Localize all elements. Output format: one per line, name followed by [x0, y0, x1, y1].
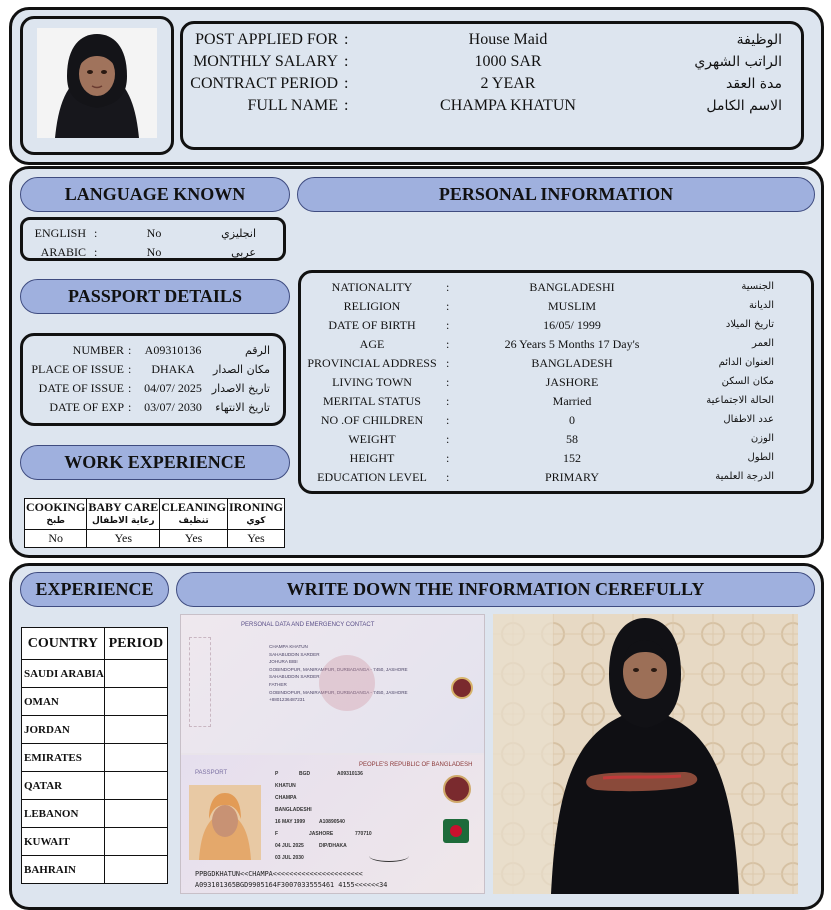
- work-column-header: [25, 499, 87, 530]
- profile-photo: [37, 28, 157, 138]
- header-row-value: CHAMPA KHATUN: [440, 97, 576, 114]
- country-period-cell[interactable]: [104, 716, 167, 744]
- header-row: [186, 51, 798, 73]
- header-row-label: MONTHLY SALARY: [193, 53, 338, 70]
- experience-title: EXPERIENCE: [20, 572, 169, 607]
- personal-row-arabic: الوزن: [750, 433, 774, 444]
- language-row-label: ARABIC: [40, 245, 86, 259]
- passport-row-value: 04/07/ 2025: [144, 381, 202, 395]
- personal-row: [302, 413, 810, 432]
- passport-scan-line: CHAMPA KHATUN: [269, 644, 308, 649]
- work-column-en: COOKING: [26, 500, 86, 514]
- passport-word: PASSPORT: [195, 770, 228, 776]
- passport-mrz-line-1: PPBGDKHATUN<<CHAMPA<<<<<<<<<<<<<<<<<<<<<<: [195, 870, 363, 878]
- personal-row-arabic: تاريخ الميلاد: [725, 319, 774, 330]
- personal-row-colon: :: [446, 337, 450, 351]
- header-row-value: House Maid: [468, 31, 548, 48]
- country-period-cell[interactable]: [104, 660, 167, 688]
- passport-hologram-icon: [443, 775, 471, 803]
- country-row: [22, 716, 168, 744]
- passport-row-colon: :: [128, 343, 132, 357]
- work-column-value: Yes: [227, 530, 284, 548]
- personal-row: [302, 356, 810, 375]
- country-row: [22, 688, 168, 716]
- header-row: [186, 95, 798, 117]
- country-table: [21, 627, 168, 884]
- header-row-arabic: الوظيفة: [736, 32, 782, 48]
- personal-row-label: HEIGHT: [349, 451, 395, 465]
- passport-row: [24, 343, 282, 362]
- passport-scan-line: +8801236487231: [269, 697, 305, 703]
- personal-row-arabic: العنوان الدائم: [718, 357, 774, 368]
- passport-row-arabic: الرقم: [244, 344, 270, 357]
- country-row: [22, 800, 168, 828]
- personal-row-label: NATIONALITY: [331, 280, 413, 294]
- country-name: BAHRAIN: [22, 856, 105, 884]
- full-body-photo: [493, 614, 798, 894]
- personal-row: [302, 280, 810, 299]
- personal-row-label: DATE OF BIRTH: [328, 318, 416, 332]
- work-column-en: BABY CARE: [88, 500, 159, 514]
- passport-bio-field: DIP/DHAKA: [319, 843, 347, 849]
- language-row-arabic: انجليزي: [221, 227, 256, 240]
- passport-scan-line: FATHER: [269, 681, 287, 687]
- header-row-label: POST APPLIED FOR: [195, 31, 338, 48]
- personal-row-colon: :: [446, 394, 450, 408]
- personal-row-value: PRIMARY: [544, 470, 600, 484]
- personal-row-arabic: مكان السكن: [721, 376, 774, 387]
- work-column-header: [160, 499, 228, 530]
- personal-row-label: PROVINCIAL ADDRESS: [307, 356, 437, 370]
- personal-row-label: RELIGION: [343, 299, 401, 313]
- personal-row-value: Married: [552, 394, 592, 408]
- passport-row-arabic: مكان الصدار: [213, 363, 270, 376]
- work-column-value: No: [25, 530, 87, 548]
- language-row-colon: :: [94, 226, 98, 240]
- personal-row: [302, 432, 810, 451]
- personal-row-value: 152: [563, 451, 581, 465]
- passport-scan-line: JOHURA BIBI: [269, 659, 298, 665]
- passport-scan-line: GOBINDOPUR, MANIRAMPUR, DURBADANGA - 7450, JASHORE: [269, 689, 408, 695]
- passport-row-value: DHAKA: [151, 362, 195, 376]
- passport-bio-field: BANGLADESHI: [275, 807, 312, 813]
- passport-row-arabic: تاريخ الاصدار: [211, 382, 270, 395]
- country-period-cell[interactable]: [104, 828, 167, 856]
- personal-row-arabic: الدرجة العلمية: [715, 471, 774, 482]
- country-period-cell[interactable]: [104, 800, 167, 828]
- work-column-value: Yes: [160, 530, 228, 548]
- header-row-colon: :: [344, 31, 349, 48]
- passport-data-page: [181, 615, 485, 753]
- personal-row-colon: :: [446, 299, 450, 313]
- header-row-colon: :: [344, 53, 349, 70]
- language-row: [24, 245, 282, 264]
- language-row-value: No: [146, 245, 162, 259]
- header-row-colon: :: [344, 75, 349, 92]
- personal-row: [302, 337, 810, 356]
- personal-row-value: 26 Years 5 Months 17 Day's: [504, 337, 640, 351]
- country-name: OMAN: [22, 688, 105, 716]
- country-row: [22, 828, 168, 856]
- passport-bio-field: P: [275, 771, 279, 777]
- work-column-header: [87, 499, 160, 530]
- passport-bio-field: BGD: [299, 771, 311, 777]
- personal-row-value: BANGLADESHI: [529, 280, 615, 294]
- passport-bio-field: JASHORE: [309, 831, 334, 837]
- country-name: JORDAN: [22, 716, 105, 744]
- passport-data-header: PERSONAL DATA AND EMERGENCY CONTACT: [241, 622, 375, 628]
- write-down-title: WRITE DOWN THE INFORMATION CEREFULLY: [176, 572, 815, 607]
- passport-row-label: NUMBER: [72, 343, 124, 357]
- passport-scan-image: [180, 614, 485, 894]
- work-column-en: CLEANING: [161, 500, 226, 514]
- country-period-cell[interactable]: [104, 688, 167, 716]
- personal-row-colon: :: [446, 356, 450, 370]
- country-period-cell[interactable]: [104, 772, 167, 800]
- personal-row: [302, 318, 810, 337]
- passport-side-text: [189, 637, 211, 727]
- personal-information-title: PERSONAL INFORMATION: [297, 177, 815, 212]
- work-column-en: IRONING: [228, 500, 283, 514]
- country-name: KUWAIT: [22, 828, 105, 856]
- personal-row-arabic: الطول: [747, 452, 774, 463]
- passport-row-colon: :: [128, 381, 132, 395]
- header-row-value: 2 YEAR: [480, 75, 536, 92]
- passport-row-value: 03/07/ 2030: [144, 400, 202, 414]
- personal-row-arabic: الديانة: [748, 300, 774, 311]
- work-column-value: Yes: [87, 530, 160, 548]
- passport-country-line: PEOPLE'S REPUBLIC OF BANGLADESH: [359, 762, 473, 768]
- passport-bio-photo: [189, 785, 261, 860]
- work-column-header: [227, 499, 284, 530]
- language-row-colon: :: [94, 245, 98, 259]
- work-column-ar: تنظيف: [178, 516, 209, 526]
- country-header: COUNTRY: [22, 628, 105, 660]
- work-column-ar: رعاية الاطفال: [91, 516, 155, 526]
- personal-row-colon: :: [446, 451, 450, 465]
- personal-row-arabic: الجنسية: [741, 281, 774, 292]
- personal-row-label: LIVING TOWN: [332, 375, 412, 389]
- passport-row-value: A09310136: [144, 343, 202, 357]
- work-column-ar: كوي: [246, 516, 266, 526]
- country-row: [22, 744, 168, 772]
- passport-bio-field: 04 JUL 2025: [275, 843, 304, 849]
- passport-flag-icon: [443, 819, 469, 843]
- country-name: EMIRATES: [22, 744, 105, 772]
- language-known-title: LANGUAGE KNOWN: [20, 177, 290, 212]
- passport-scan-line: GOBINDOPUR, MANIRAMPUR, DURBADANGA - 7450, JASHORE: [269, 666, 408, 672]
- personal-row: [302, 375, 810, 394]
- personal-row-label: MERITAL STATUS: [323, 394, 421, 408]
- passport-signature-icon: [369, 850, 409, 862]
- passport-bio-field: A10890540: [319, 819, 345, 825]
- personal-row-label: WEIGHT: [348, 432, 396, 446]
- header-row-arabic: الراتب الشهري: [694, 54, 782, 70]
- bangladesh-emblem-icon: [451, 677, 473, 699]
- personal-row-arabic: عدد الاطفال: [723, 414, 774, 425]
- personal-row-label: AGE: [359, 337, 385, 351]
- personal-row-colon: :: [446, 432, 450, 446]
- passport-bio-field: 16 MAY 1999: [275, 819, 306, 825]
- personal-row-colon: :: [446, 318, 450, 332]
- passport-watermark-icon: [319, 655, 375, 711]
- personal-row-arabic: العمر: [752, 338, 774, 349]
- passport-bio-field: KHATUN: [275, 783, 296, 789]
- personal-row: [302, 451, 810, 470]
- work-column-ar: طبخ: [46, 516, 65, 526]
- header-row-arabic: الاسم الكامل: [706, 98, 782, 114]
- language-row-value: No: [146, 226, 162, 240]
- work-experience-title: WORK EXPERIENCE: [20, 445, 290, 480]
- passport-row-arabic: تاريخ الانتهاء: [215, 401, 270, 414]
- header-row-label: CONTRACT PERIOD: [190, 75, 338, 92]
- personal-row-value: 0: [569, 413, 575, 427]
- country-row: [22, 660, 168, 688]
- passport-row-colon: :: [128, 362, 132, 376]
- country-name: LEBANON: [22, 800, 105, 828]
- passport-row: [24, 400, 282, 419]
- passport-bio-field: CHAMPA: [275, 795, 297, 801]
- passport-mrz-line-2: A093101365BGD9905164F3007033555461 4155<<<<<<34: [195, 881, 388, 889]
- passport-bio-field: 770710: [355, 831, 372, 837]
- personal-row-colon: :: [446, 413, 450, 427]
- header-row: [186, 73, 798, 95]
- language-row: [24, 226, 282, 245]
- language-row-arabic: عربي: [231, 246, 256, 259]
- country-row: [22, 856, 168, 884]
- country-period-cell[interactable]: [104, 856, 167, 884]
- passport-row-label: DATE OF EXP: [49, 400, 124, 414]
- passport-bio-field: A09310136: [337, 771, 363, 777]
- country-name: QATAR: [22, 772, 105, 800]
- country-row: [22, 772, 168, 800]
- personal-row-label: EDUCATION LEVEL: [317, 470, 427, 484]
- personal-row-value: BANGLADESH: [531, 356, 613, 370]
- passport-details-title: PASSPORT DETAILS: [20, 279, 290, 314]
- personal-row: [302, 299, 810, 318]
- country-period-cell[interactable]: [104, 744, 167, 772]
- passport-row: [24, 362, 282, 381]
- header-row-label: FULL NAME: [247, 97, 338, 114]
- header-row-colon: :: [344, 97, 349, 114]
- header-row-value: 1000 SAR: [474, 53, 542, 70]
- personal-row-value: 58: [566, 432, 578, 446]
- personal-row-value: MUSLIM: [547, 299, 596, 313]
- passport-row-colon: :: [128, 400, 132, 414]
- header-row-arabic: مدة العقد: [726, 76, 782, 92]
- personal-row-arabic: الحالة الاجتماعية: [706, 395, 774, 406]
- passport-row: [24, 381, 282, 400]
- personal-row-colon: :: [446, 375, 450, 389]
- personal-row: [302, 394, 810, 413]
- personal-row: [302, 470, 810, 489]
- passport-row-label: DATE OF ISSUE: [38, 381, 124, 395]
- personal-row-label: NO .OF CHILDREN: [320, 413, 424, 427]
- passport-row-label: PLACE OF ISSUE: [31, 362, 124, 376]
- language-row-label: ENGLISH: [34, 226, 86, 240]
- passport-scan-line: SAHABUDDIN SARDER: [269, 651, 320, 657]
- personal-row-colon: :: [446, 280, 450, 294]
- work-experience-table: [24, 498, 285, 548]
- country-name: SAUDI ARABIA: [22, 660, 105, 688]
- passport-bio-page: [181, 755, 485, 894]
- personal-row-value: 16/05/ 1999: [543, 318, 601, 332]
- passport-scan-line: SAHABUDDIN SARDER: [269, 674, 320, 680]
- passport-bio-field: 03 JUL 2030: [275, 855, 304, 861]
- period-header: PERIOD: [104, 628, 167, 660]
- personal-row-colon: :: [446, 470, 450, 484]
- passport-bio-field: F: [275, 831, 279, 837]
- personal-row-value: JASHORE: [545, 375, 599, 389]
- header-row: [186, 29, 798, 51]
